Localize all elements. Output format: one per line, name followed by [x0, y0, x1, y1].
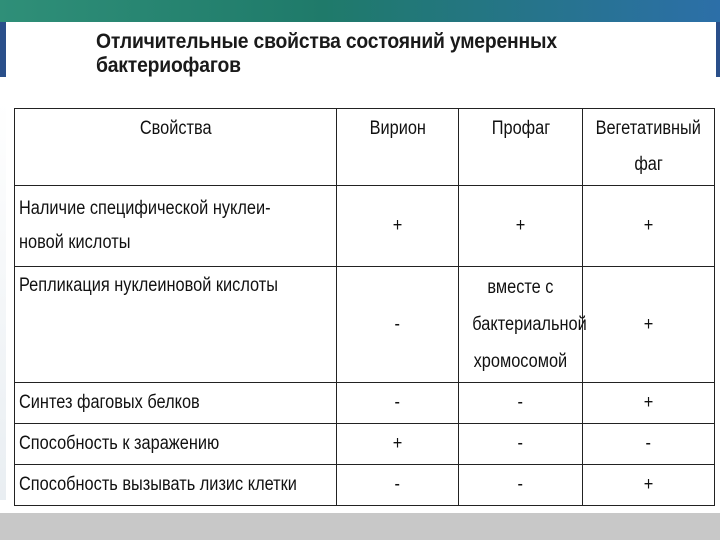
vegetative-cell: - — [583, 424, 715, 465]
virion-cell: - — [337, 267, 459, 383]
vegetative-cell: + — [583, 383, 715, 424]
virion-cell: - — [337, 465, 459, 506]
virion-cell: - — [337, 383, 459, 424]
property-cell: Наличие специфической нуклеи- новой кислоты — [15, 186, 337, 267]
slide-title: Отличительные свойства состояний умеренных бактериофагов — [96, 30, 557, 77]
property-cell: Способность к заражению — [15, 424, 337, 465]
table-row — [15, 424, 715, 465]
prophage-cell: - — [459, 424, 583, 465]
slide-bottom-band — [0, 513, 720, 540]
prophage-cell: вместе с бактериальной хромосомой — [459, 267, 583, 383]
header-prophage: Профаг — [459, 109, 583, 186]
header-properties: Свойства — [15, 109, 337, 186]
vegetative-cell: + — [583, 267, 715, 383]
header-vegetative-phage: Вегетативный фаг — [583, 109, 715, 186]
prophage-cell: - — [459, 383, 583, 424]
virion-cell: + — [337, 424, 459, 465]
table-row — [15, 267, 715, 383]
table-row — [15, 383, 715, 424]
slide-right-accent — [716, 22, 720, 77]
table-header-row — [15, 109, 715, 186]
slide-title-area — [6, 22, 716, 77]
properties-table — [14, 108, 715, 506]
prophage-cell: - — [459, 465, 583, 506]
property-cell: Способность вызывать лизис клетки — [15, 465, 337, 506]
slide-left-edge — [0, 100, 6, 500]
slide-left-accent — [0, 22, 6, 77]
header-virion: Вирион — [337, 109, 459, 186]
virion-cell: + — [337, 186, 459, 267]
prophage-cell: + — [459, 186, 583, 267]
table-row — [15, 465, 715, 506]
vegetative-cell: + — [583, 465, 715, 506]
table-row — [15, 186, 715, 267]
slide-top-band — [0, 0, 720, 22]
vegetative-cell: + — [583, 186, 715, 267]
property-cell: Репликация нуклеиновой кислоты — [15, 267, 337, 383]
property-cell: Синтез фаговых белков — [15, 383, 337, 424]
